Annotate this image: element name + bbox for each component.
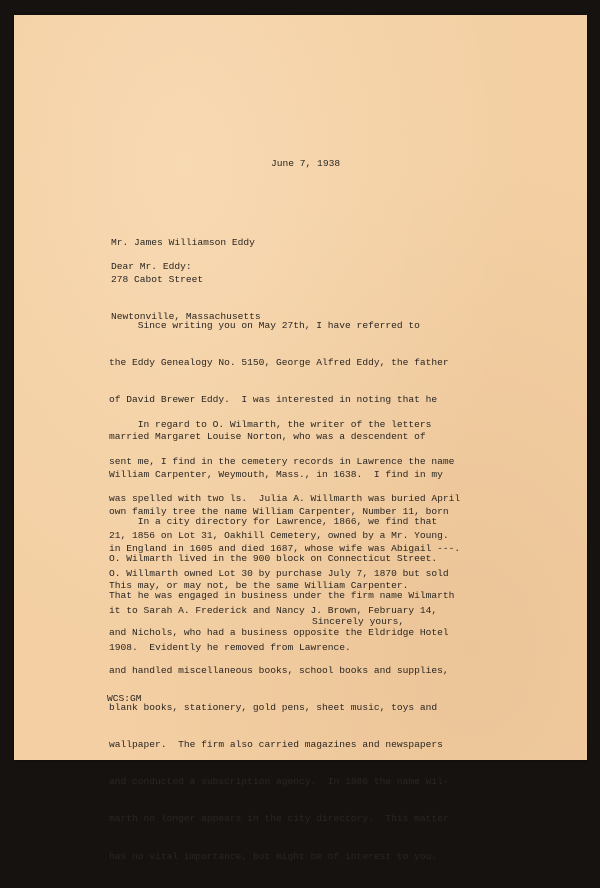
text-line: In regard to O. Wilmarth, the writer of the letters xyxy=(109,418,432,430)
salutation: Dear Mr. Eddy: xyxy=(111,261,192,272)
text-line: and Nichols, who had a business opposite the Eldridge Hotel xyxy=(109,627,449,639)
typist-initials: WCS:GM xyxy=(107,693,142,704)
letter-page xyxy=(14,15,587,862)
text-line: 21, 1856 on Lot 31, Oakhill Cemetery, owned by a Mr. Young. xyxy=(109,530,449,542)
text-line: O. Wilmarth lived in the 900 block on Connecticut Street. xyxy=(109,553,438,565)
text-line: sent me, I find in the cemetery records in Lawrence the name xyxy=(109,456,455,468)
text-line: William Carpenter, Weymouth, Mass., in 1638. I find in my xyxy=(109,468,443,480)
text-line: married Margaret Louise Norton, who was a descendent of xyxy=(109,431,426,443)
text-line: it to Sarah A. Frederick and Nancy J. Brown, February 14, xyxy=(109,604,438,616)
text-line: O. Willmarth owned Lot 30 by purchase July 7, 1870 but sold xyxy=(109,567,449,579)
recipient-street: 278 Cabot Street xyxy=(111,274,204,286)
recipient-city: Newtonville, Massachusetts xyxy=(111,311,261,323)
text-line: Since writing you on May 27th, I have referred to xyxy=(109,319,420,331)
text-line: own family tree the name William Carpenter, Number 11, born xyxy=(109,505,449,517)
paragraph-3 xyxy=(109,491,454,888)
text-line: marth no longer appears in the city directory. This matter xyxy=(109,813,449,825)
text-line: That he was engaged in business under the firm name Wilmarth xyxy=(109,590,455,602)
text-line: in England in 1605 and died 1687, whose wife was Abigail ---. xyxy=(109,543,461,555)
text-line: of David Brewer Eddy. I was interested in noting that he xyxy=(109,394,438,406)
text-line: 1908. Evidently he removed from Lawrence. xyxy=(109,642,351,654)
text-line: This may, or may not, be the same William Carpenter. xyxy=(109,580,409,592)
text-line: In a city directory for Lawrence, 1866, we find that xyxy=(109,515,438,527)
text-line: wallpaper. The firm also carried magazines and newspapers xyxy=(109,739,443,751)
recipient-name: Mr. James Williamson Eddy xyxy=(111,236,255,248)
text-line: and handled miscellaneous books, school books and supplies, xyxy=(109,664,449,676)
text-line: blank books, stationery, gold pens, sheet music, toys and xyxy=(109,701,438,713)
letter-date: June 7, 1938 xyxy=(271,158,341,169)
text-line: has no vital importance, but might be of interest to you. xyxy=(109,850,438,862)
text-line: and conducted a subscription agency. In 1886 the name Wil- xyxy=(109,776,449,788)
closing: Sincerely yours, xyxy=(312,616,405,627)
text-line: was spelled with two ls. Julia A. Willmarth was buried April xyxy=(109,493,461,505)
text-line: the Eddy Genealogy No. 5150, George Alfred Eddy, the father xyxy=(109,357,449,369)
